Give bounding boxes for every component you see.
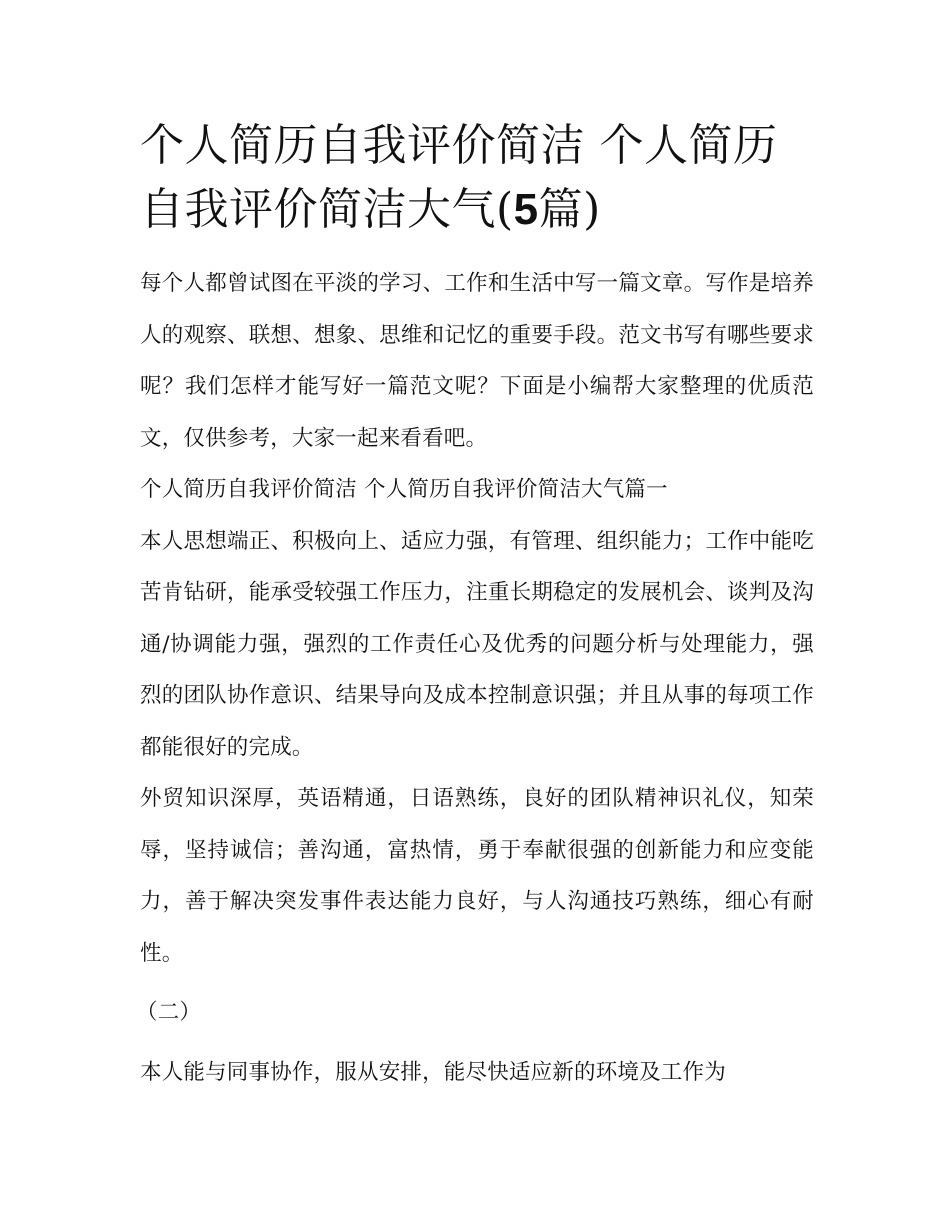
document-title <box>140 114 814 242</box>
section-number: （二） <box>136 1000 202 1025</box>
intro-paragraph: 每个人都曾试图在平淡的学习、工作和生活中写一篇文章。写作是培养人的观察、联想、想象、思维和记忆的重要手段。范文书写有哪些要求呢？我们怎样才能写好一篇范文呢？下面是小编帮大家整理的优质范文，仅供参考，大家一起来看看吧。 <box>140 271 814 451</box>
body-paragraph: 本人能与同事协作，服从安排，能尽快适应新的环境及工作为 <box>140 1059 726 1085</box>
title-text-part2: 篇) <box>538 184 601 235</box>
section-heading: 个人简历自我评价简洁 个人简历自我评价简洁大气篇一 <box>140 477 668 502</box>
body-paragraph: 外贸知识深厚，英语精通，日语熟练，良好的团队精神识礼仪，知荣辱，坚持诚信；善沟通，富热情，勇于奉献很强的创新能力和应变能力，善于解决突发事件表达能力良好，与人沟通技巧熟练，细心有耐性。 <box>140 786 814 966</box>
title-count: 5 <box>513 185 539 234</box>
body-paragraph: 本人思想端正、积极向上、适应力强，有管理、组织能力；工作中能吃苦肯钻研，能承受较强工作压力，注重长期稳定的发展机会、谈判及沟通/协调能力强，强烈的工作责任心及优秀的问题分析与处理能力，强烈的团队协作意识、结果导向及成本控制意识强；并且从事的每项工作都能很好的完成。 <box>140 528 814 760</box>
title-text-part1: 个人简历自我评价简洁 个人简历自我评价简洁大气( <box>140 120 778 235</box>
document-body <box>136 258 814 1098</box>
